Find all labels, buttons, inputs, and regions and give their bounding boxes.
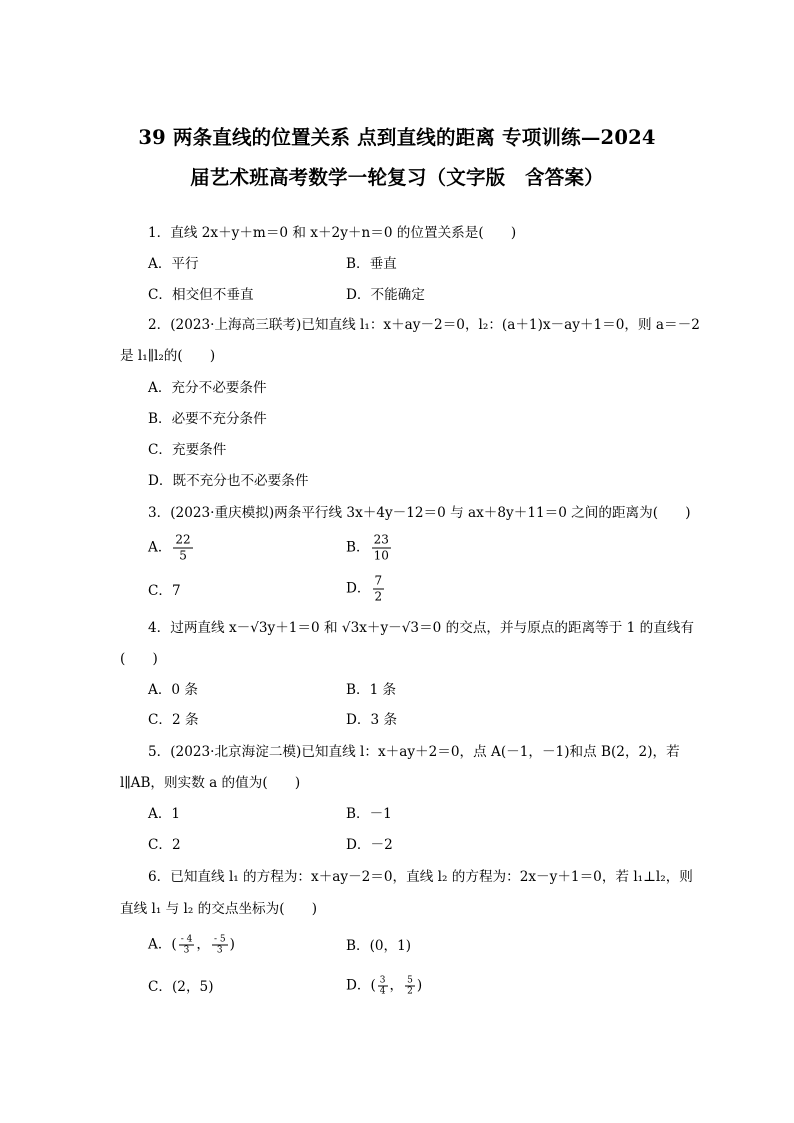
- fraction: [378, 976, 388, 997]
- fraction-denominator: 3: [216, 945, 223, 956]
- page-title-line-1: 39 两条直线的位置关系 点到直线的距离 专项训练—2024: [138, 126, 656, 149]
- question-5-option-a: A．1: [148, 806, 181, 822]
- question-6-option-b: B．(0，1): [346, 938, 412, 954]
- question-4-option-a: A．0 条: [148, 682, 198, 698]
- question-1-option-c: C．相交但不垂直: [148, 287, 254, 303]
- question-1-option-d: D．不能确定: [346, 287, 425, 303]
- fraction: [212, 935, 228, 956]
- question-2-option-d: D．既不充分也不必要条件: [148, 473, 309, 489]
- fraction: [179, 935, 195, 956]
- fraction: [373, 574, 385, 605]
- question-2-option-a: A．充分不必要条件: [148, 380, 267, 396]
- fraction-numerator: 7: [374, 573, 383, 588]
- fraction-numerator: 22: [175, 532, 191, 547]
- fraction-numerator: 23: [373, 532, 389, 547]
- question-1-stem: 1．直线 2x＋y＋m＝0 和 x＋2y＋n＝0 的位置关系是( ): [148, 225, 517, 241]
- question-6-option-c: C．(2，5): [148, 979, 214, 995]
- fraction: [173, 533, 192, 564]
- question-4-option-b: B．1 条: [346, 682, 397, 698]
- question-5-stem-line-1: 5．(2023·北京海淀二模)已知直线 l：x＋ay＋2＝0，点 A(－1，－1)和点 B(2，2)，若: [148, 744, 680, 760]
- fraction: [372, 533, 391, 564]
- question-3-stem: 3．(2023·重庆模拟)两条平行线 3x＋4y－12＝0 与 ax＋8y＋11＝0 之间的距离为( ): [148, 505, 691, 521]
- option-label: A．(: [148, 936, 177, 953]
- question-6-option-d: [346, 974, 422, 997]
- question-5-option-b: B．－1: [346, 806, 392, 822]
- question-2-stem-line-2: 是 l₁∥l₂的( ): [120, 348, 216, 364]
- question-3-option-b: [346, 533, 393, 564]
- question-2-option-b: B．必要不充分条件: [148, 411, 267, 427]
- question-6-stem-line-2: 直线 l₁ 与 l₂ 的交点坐标为( ): [120, 901, 318, 917]
- separator: ，: [389, 977, 404, 994]
- option-label: D．(: [346, 977, 376, 994]
- question-4-stem-line-1: 4．过两直线 x－√3y＋1＝0 和 √3x＋y－√3＝0 的交点，并与原点的距离等于 1 的直线有: [148, 620, 695, 636]
- question-6-option-a: [148, 933, 235, 956]
- question-1-option-a: A．平行: [148, 256, 199, 272]
- option-label: D．: [346, 580, 371, 597]
- separator: ，: [196, 936, 210, 953]
- fraction-numerator: - 5: [213, 934, 226, 945]
- question-4-option-c: C．2 条: [148, 712, 199, 728]
- fraction-numerator: 3: [379, 975, 386, 986]
- question-5-option-c: C．2: [148, 837, 181, 853]
- question-3-option-c: C．7: [148, 583, 181, 599]
- fraction-numerator: - 4: [180, 934, 193, 945]
- question-4-stem-line-2: ( ): [120, 651, 158, 667]
- question-3-option-d: [346, 574, 386, 605]
- question-2-stem-line-1: 2．(2023·上海高三联考)已知直线 l₁：x＋ay－2＝0，l₂：(a＋1)x－ay＋1＝0，则 a＝－2: [148, 317, 700, 333]
- question-5-option-d: D．－2: [346, 837, 393, 853]
- question-2-option-c: C．充要条件: [148, 442, 227, 458]
- fraction-denominator: 4: [379, 986, 386, 997]
- fraction: [405, 976, 415, 997]
- fraction-denominator: 2: [374, 589, 383, 604]
- fraction-denominator: 5: [179, 548, 187, 563]
- fraction-numerator: 5: [407, 975, 413, 986]
- fraction-denominator: 10: [373, 548, 389, 563]
- fraction-denominator: 3: [183, 945, 190, 956]
- closing-paren: ): [416, 977, 423, 994]
- question-3-option-a: [148, 533, 195, 564]
- fraction-denominator: 2: [407, 986, 413, 997]
- question-5-stem-line-2: l∥AB，则实数 a 的值为( ): [120, 775, 301, 791]
- option-label: A．: [148, 539, 172, 556]
- closing-paren: ): [229, 936, 235, 953]
- page-title-line-2: 届艺术班高考数学一轮复习（文字版 含答案）: [190, 166, 604, 189]
- option-label: B．: [346, 539, 370, 556]
- question-4-option-d: D．3 条: [346, 712, 398, 728]
- question-1-option-b: B．垂直: [346, 256, 397, 272]
- question-6-stem-line-1: 6．已知直线 l₁ 的方程为：x＋ay－2＝0，直线 l₂ 的方程为：2x－y＋1＝0，若 l₁⊥l₂，则: [148, 869, 693, 885]
